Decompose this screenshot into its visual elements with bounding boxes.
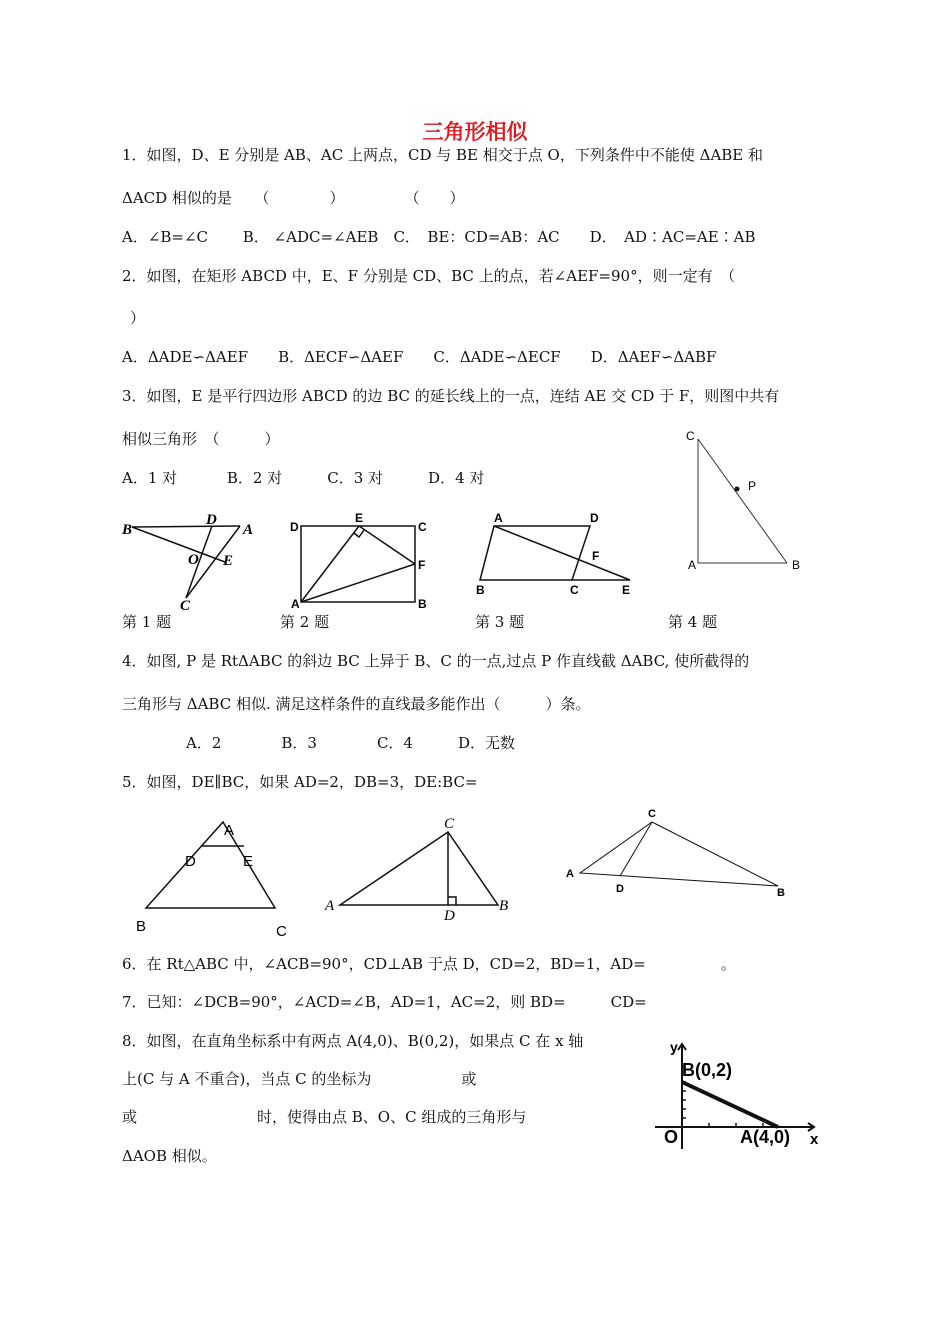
fig1-label-o: O: [188, 552, 199, 568]
fig7-label-a: A: [566, 868, 574, 880]
fig8-label-x: x: [810, 1131, 819, 1148]
q1-line1: 1．如图，D、E 分别是 AB、AC 上两点，CD 与 BE 相交于点 O，下列条件中不能使 ΔABE 和: [122, 146, 764, 164]
fig1-label-d: D: [206, 512, 217, 528]
fig2-label-b: B: [418, 597, 427, 611]
q3-options: A．1 对 B．2 对 C．3 对 D．4 对: [122, 469, 485, 487]
q1-line2: ΔACD 相似的是 （ ） （ ）: [122, 189, 465, 207]
fig2-label-e: E: [355, 511, 364, 525]
fig7-label-d: D: [616, 883, 624, 895]
fig1-label-a: A: [243, 522, 254, 538]
fig1-label-b: B: [122, 522, 133, 538]
q4-line1: 4．如图, P 是 RtΔABC 的斜边 BC 上异于 B、C 的一点,过点 P 作直线截 ΔABC, 使所截得的: [122, 652, 750, 670]
q2-line2: ）: [130, 309, 146, 327]
fig4-label-b: B: [792, 558, 801, 572]
fig5-label-e: E: [243, 853, 254, 870]
q1-options: A．∠B=∠C B． ∠ADC=∠AEB C． BE：CD=AB：AC D． AD∶AC=AE∶AB: [122, 228, 756, 246]
q6-line1: 6．在 Rt△ABC 中，∠ACB=90°，CD⊥AB 于点 D，CD=2，BD=1，AD= 。: [122, 955, 736, 973]
fig6-label-b: B: [499, 898, 509, 914]
q4-line2: 三角形与 ΔABC 相似. 满足这样条件的直线最多能作出（ ）条。: [122, 695, 591, 713]
fig2-label-c: C: [418, 520, 427, 534]
fig8-label-o: O: [664, 1127, 679, 1147]
fig8-label-y: y: [670, 1039, 678, 1055]
caption-fig1: 第 1 题: [122, 613, 172, 631]
fig1-label-c: C: [180, 598, 191, 614]
fig3-label-e: E: [622, 583, 631, 597]
fig7-label-b: B: [777, 887, 785, 899]
q8-line3: 或 时，使得由点 B、O、C 组成的三角形与: [122, 1108, 527, 1126]
q8-line2: 上(C 与 A 不重合)，当点 C 的坐标为 或: [122, 1070, 477, 1088]
figure-6: [322, 812, 522, 927]
fig3-label-f: F: [592, 549, 600, 563]
fig4-label-p: P: [748, 479, 757, 493]
caption-fig2: 第 2 题: [280, 613, 330, 631]
q2-options: A．ΔADE∽ΔAEF B．ΔECF∽ΔAEF C．ΔADE∽ΔECF D．ΔAEF∽ΔABF: [122, 348, 717, 366]
fig2-label-d: D: [290, 520, 299, 534]
figure-4: [682, 425, 822, 575]
q4-options: A．2 B．3 C．4 D．无数: [186, 734, 515, 752]
figure-8: [652, 1036, 832, 1156]
caption-fig3: 第 3 题: [475, 613, 525, 631]
fig8-segment-ab: [682, 1082, 778, 1127]
fig5-label-b: B: [136, 918, 147, 935]
fig7-label-c: C: [648, 808, 656, 820]
fig8-label-a: A(4,0): [740, 1127, 791, 1147]
fig4-label-c: C: [686, 429, 695, 443]
figure-7: [560, 800, 800, 900]
fig5-label-c: C: [276, 923, 287, 940]
figure-3: [472, 510, 642, 610]
q2-line1: 2．如图，在矩形 ABCD 中，E、F 分别是 CD、BC 上的点，若∠AEF=90°，则一定有 （: [122, 267, 736, 285]
fig1-label-e: E: [223, 553, 234, 569]
fig4-point-p: [735, 487, 740, 492]
fig8-label-b: B(0,2): [682, 1060, 733, 1080]
q8-line4: ΔAOB 相似。: [122, 1147, 217, 1165]
figure-2: [288, 510, 433, 610]
fig3-label-d: D: [590, 511, 599, 525]
fig5-label-a: A: [224, 822, 235, 839]
fig6-label-d: D: [444, 908, 455, 924]
fig3-label-b: B: [476, 583, 485, 597]
fig2-label-a: A: [291, 597, 300, 611]
fig3-label-c: C: [570, 583, 579, 597]
fig6-label-a: A: [325, 898, 335, 914]
caption-fig4: 第 4 题: [668, 613, 718, 631]
fig4-label-a: A: [688, 558, 697, 572]
q7-line1: 7．已知：∠DCB=90°，∠ACD=∠B，AD=1，AC=2，则 BD= CD=: [122, 993, 647, 1011]
fig2-label-f: F: [418, 558, 426, 572]
fig5-label-d: D: [185, 853, 196, 870]
q3-line1: 3．如图，E 是平行四边形 ABCD 的边 BC 的延长线上的一点，连结 AE 交 CD 于 F，则图中共有: [122, 387, 780, 405]
figure-1: [120, 512, 260, 612]
figure-5: [130, 810, 310, 940]
q3-line2: 相似三角形 （ ）: [122, 430, 280, 448]
page-title: 三角形相似: [422, 120, 528, 144]
q8-line1: 8．如图，在直角坐标系中有两点 A(4,0)、B(0,2)，如果点 C 在 x 轴: [122, 1032, 584, 1050]
fig6-label-c: C: [444, 816, 455, 832]
q5-line1: 5．如图，DE∥BC，如果 AD=2，DB=3，DE:BC=: [122, 773, 478, 791]
fig3-label-a: A: [494, 511, 503, 525]
